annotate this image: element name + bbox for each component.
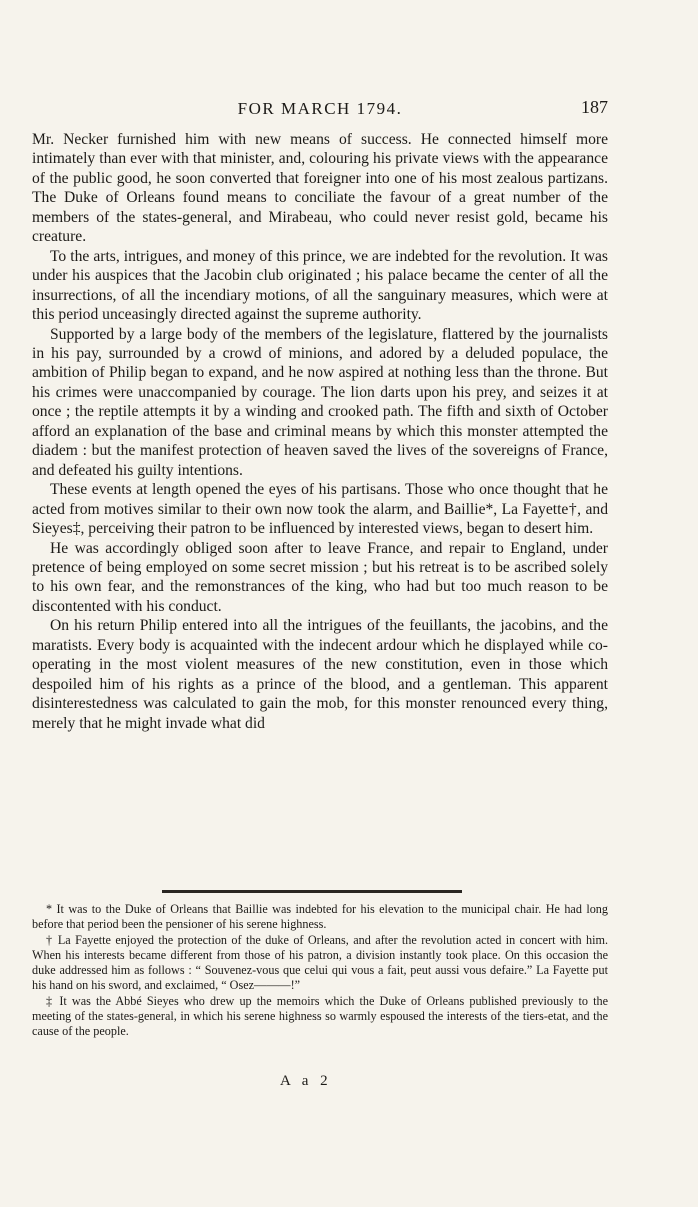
main-text (32, 130, 608, 733)
footnote: † La Fayette enjoyed the protection of the duke of Orleans, and after the revolution acted in concert with him. When his interests became different from those of his patron, a division instantly took place. On this occasion the duke addressed him as follows : “ Souvenez-vous que celui qui vous a fait, peut aussi vous defaire.” La Fayette put his hand on his sword, and exclaimed, “ Osez———!” (32, 932, 608, 993)
footnote: ‡ It was the Abbé Sieyes who drew up the memoirs which the Duke of Orleans published previously to the meeting of the states-general, in which his serene highness so warmly espoused the interests of the tiers-etat, and the cause of the people. (32, 993, 608, 1039)
paragraph: He was accordingly obliged soon after to leave France, and repair to England, under pretence of being employed on some secret mission ; but his retreat is to be ascribed solely to his own fear, and the remonstrances of the king, who had but too much reason to be discontented with his conduct. (32, 539, 608, 615)
running-header (32, 97, 608, 123)
running-title: FOR MARCH 1794. (237, 99, 403, 118)
paragraph: These events at length opened the eyes of his partisans. Those who once thought that he acted from motives similar to their own now took the alarm, and Baillie*, La Fayette†, and Sieyes‡, perceiving their patron to be influenced by interested views, began to desert him. (32, 481, 608, 538)
signature-mark: A a 2 (280, 1073, 332, 1089)
footnote: * It was to the Duke of Orleans that Baillie was indebted for his elevation to the municipal chair. He had long before that period been the pensioner of his serene highness. (32, 902, 608, 932)
paragraph: On his return Philip entered into all the intrigues of the feuillants, the jacobins, and the maratists. Every body is acquainted with the indecent ardour which he displayed while co-operating in the most violent measures of the new constitution, even in those which despoiled him of his rights as a prince of the blood, and a gentleman. This apparent disinterestedness was calculated to gain the mob, for this monster renounced every thing, merely that he might invade what did (32, 617, 608, 732)
footnotes (32, 902, 608, 1040)
page-number: 187 (581, 97, 608, 117)
paragraph: Supported by a large body of the members of the legislature, flattered by the journalists in his pay, surrounded by a crowd of minions, and adored by a deluded populace, the ambition of Philip began to expand, and he now aspired at nothing less than the throne. But his crimes were unaccompanied by courage. The lion darts upon his prey, and seizes it at once ; the reptile attempts it by a winding and crooked path. The fifth and sixth of October afford an explanation of the base and criminal means by which this monster attempted the diadem : but the manifest protection of heaven saved the lives of the sovereigns of France, and defeated his guilty intentions. (32, 325, 608, 479)
footnote-divider (162, 890, 462, 893)
paragraph: To the arts, intrigues, and money of this prince, we are indebted for the revolution. It was under his auspices that the Jacobin club originated ; his palace became the center of all the insurrections, of all the incendiary motions, of all the sanguinary measures, which were at this period unceasingly directed against the supreme authority. (32, 247, 608, 324)
paragraph: Mr. Necker furnished him with new means of success. He connected himself more intimately than ever with that minister, and, colouring his private views with the appearance of the public good, he soon converted that foreigner into one of his most zealous partizans. The Duke of Orleans found means to conciliate the favour of a great number of the members of the states-general, and Mirabeau, who could never resist gold, became his creature. (32, 131, 608, 246)
